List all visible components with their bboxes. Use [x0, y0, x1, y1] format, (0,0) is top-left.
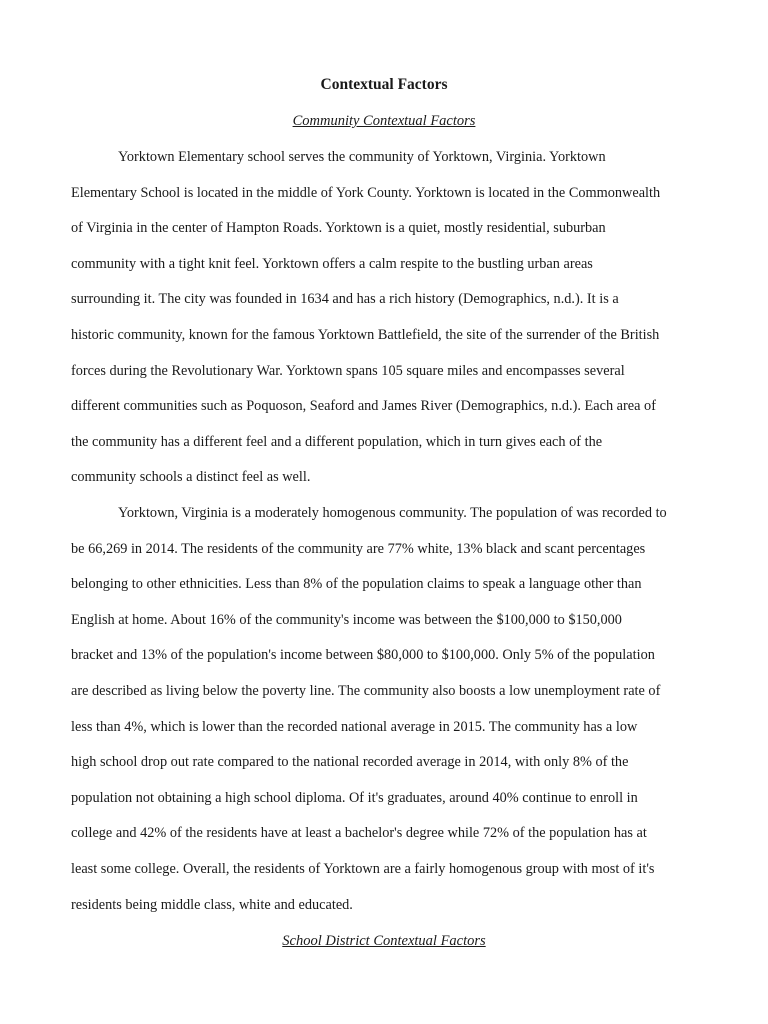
text-line: Yorktown, Virginia is a moderately homogenous community. The population of was recorded to — [118, 505, 667, 521]
section-heading-school-district: School District Contextual Factors — [282, 933, 486, 949]
paragraph-community-demographics — [71, 496, 697, 923]
document-title: Contextual Factors — [320, 76, 448, 93]
paragraph-community-overview — [71, 140, 697, 496]
text-line: least some college. Overall, the residents of Yorktown are a fairly homogenous group with most of it's — [71, 860, 655, 877]
text-line: surrounding it. The city was founded in 1634 and has a rich history (Demographics, n.d.). It is a — [71, 291, 619, 308]
text-line: community with a tight knit feel. Yorktown offers a calm respite to the bustling urban areas — [71, 255, 593, 272]
text-line: residents being middle class, white and educated. — [71, 896, 353, 913]
text-line: different communities such as Poquoson, Seaford and James River (Demographics, n.d.). Each area of — [71, 398, 656, 415]
text-line: historic community, known for the famous Yorktown Battlefield, the site of the surrender of the British — [71, 326, 660, 343]
text-line: high school drop out rate compared to the national recorded average in 2014, with only 8% of the — [71, 754, 629, 771]
text-line: forces during the Revolutionary War. Yorktown spans 105 square miles and encompasses several — [71, 362, 625, 379]
text-line: Yorktown Elementary school serves the community of Yorktown, Virginia. Yorktown — [118, 149, 606, 165]
text-line: be 66,269 in 2014. The residents of the community are 77% white, 13% black and scant percentages — [71, 540, 646, 557]
text-line: college and 42% of the residents have at least a bachelor's degree while 72% of the population has at — [71, 825, 647, 842]
text-line: belonging to other ethnicities. Less than 8% of the population claims to speak a language other than — [71, 576, 642, 593]
text-line: are described as living below the poverty line. The community also boosts a low unemployment rate of — [71, 682, 661, 699]
text-line: English at home. About 16% of the community's income was between the $100,000 to $150,000 — [71, 611, 622, 628]
text-line: Elementary School is located in the middle of York County. Yorktown is located in the Commonwealth — [71, 184, 661, 201]
text-line: less than 4%, which is lower than the recorded national average in 2015. The community has a low — [71, 718, 638, 735]
text-line: bracket and 13% of the population's income between $80,000 to $100,000. Only 5% of the population — [71, 647, 655, 664]
text-line: community schools a distinct feel as well. — [71, 469, 311, 486]
text-line: of Virginia in the center of Hampton Roads. Yorktown is a quiet, mostly residential, suburban — [71, 220, 606, 237]
text-line: the community has a different feel and a different population, which in turn gives each of the — [71, 433, 603, 450]
section-heading-community: Community Contextual Factors — [292, 113, 476, 129]
text-line: population not obtaining a high school diploma. Of it's graduates, around 40% continue to enroll in — [71, 789, 638, 806]
